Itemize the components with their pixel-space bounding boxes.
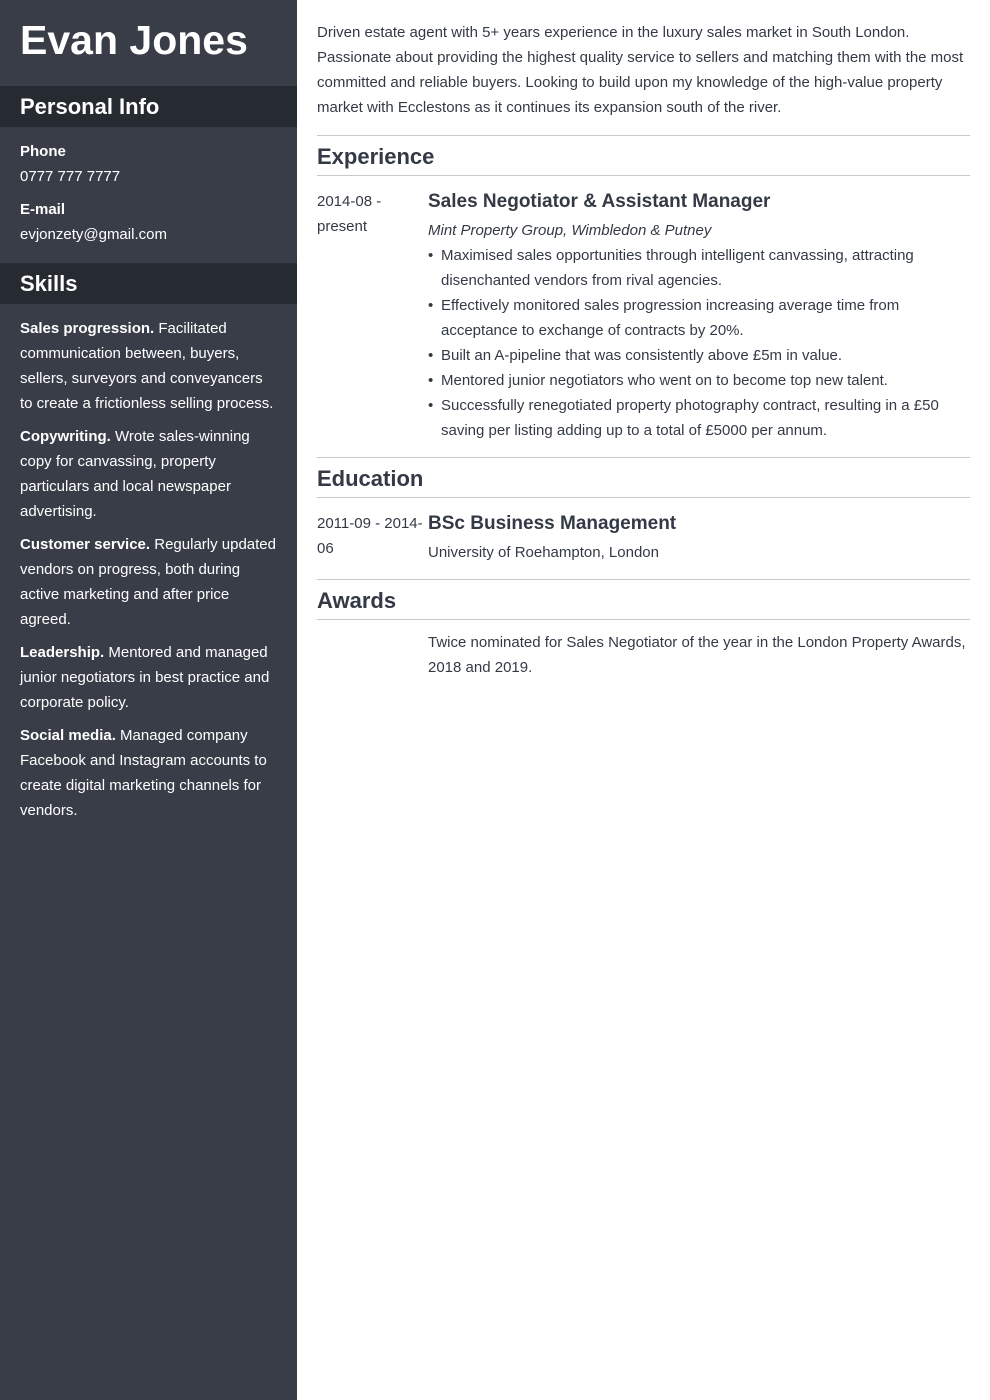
skills-list <box>0 304 297 823</box>
degree-title: BSc Business Management <box>428 513 677 534</box>
education-date: 2011-09 - 2014-06 <box>317 515 423 557</box>
company-name: Mint Property Group, Wimbledon & Putney <box>428 222 712 239</box>
personal-info-block <box>0 127 297 263</box>
list-item: • Mentored junior negotiators who went on to become top new talent. <box>428 368 970 393</box>
candidate-name: Evan Jones <box>20 17 248 63</box>
skill-text: Regularly updated vendors on progress, both during active marketing and after price agreed. <box>20 536 276 628</box>
experience-date: 2014-08 - present <box>317 193 382 235</box>
skill-text: Managed company Facebook and Instagram accounts to create digital marketing channels for vendors. <box>20 727 267 819</box>
sidebar <box>0 0 297 1400</box>
awards-date <box>317 630 428 680</box>
education-entry <box>317 511 970 565</box>
skill-item <box>20 640 277 715</box>
job-title: Sales Negotiator & Assistant Manager <box>428 191 771 212</box>
experience-section <box>317 176 970 458</box>
skill-text: Mentored and managed junior negotiators in best practice and corporate policy. <box>20 644 270 711</box>
education-section <box>317 498 970 580</box>
award-text: Twice nominated for Sales Negotiator of the year in the London Property Awards, 2018 and 2019. <box>428 634 966 676</box>
education-heading: Education <box>317 458 970 498</box>
awards-section <box>317 620 970 694</box>
skill-item <box>20 532 277 632</box>
skill-item <box>20 424 277 524</box>
school-name: University of Roehampton, London <box>428 544 659 561</box>
skill-item <box>20 723 277 823</box>
summary-text: Driven estate agent with 5+ years experience in the luxury sales market in South London. Passionate about providing the highest quality service to sellers and matching them with the most committed and reliable buyers. Looking to build upon my knowledge of the high-value property market with Ecclestons as it continues its expansion south of the river. <box>317 0 970 136</box>
skill-title: Sales progression. <box>20 320 155 337</box>
skill-title: Customer service. <box>20 536 151 553</box>
skill-item <box>20 316 277 416</box>
skill-title: Social media. <box>20 727 116 744</box>
main-content <box>317 0 970 694</box>
list-item: • Successfully renegotiated property photography contract, resulting in a £50 saving per listing adding up to a total of £5000 per annum. <box>428 393 970 443</box>
skills-heading: Skills <box>0 263 297 304</box>
email-value: evjonzety@gmail.com <box>20 226 167 243</box>
phone-value: 0777 777 7777 <box>20 168 121 185</box>
awards-entry <box>317 630 970 680</box>
experience-entry <box>317 189 970 443</box>
list-item: • Maximised sales opportunities through intelligent canvassing, attracting disenchanted vendors from rival agencies. <box>428 243 970 293</box>
responsibilities-list <box>428 243 970 443</box>
phone-label: Phone <box>20 143 66 160</box>
skill-text: Facilitated communication between, buyers, sellers, surveyors and conveyancers to create a frictionless selling process. <box>20 320 274 412</box>
list-item: • Built an A-pipeline that was consistently above £5m in value. <box>428 343 970 368</box>
skill-title: Copywriting. <box>20 428 111 445</box>
skill-title: Leadership. <box>20 644 105 661</box>
awards-heading: Awards <box>317 580 970 620</box>
skill-text: Wrote sales-winning copy for canvassing, property particulars and local newspaper advertising. <box>20 428 250 520</box>
experience-heading: Experience <box>317 136 970 176</box>
list-item: • Effectively monitored sales progression increasing average time from acceptance to exchange of contracts by 20%. <box>428 293 970 343</box>
email-label: E-mail <box>20 201 66 218</box>
personal-info-heading: Personal Info <box>0 86 297 127</box>
